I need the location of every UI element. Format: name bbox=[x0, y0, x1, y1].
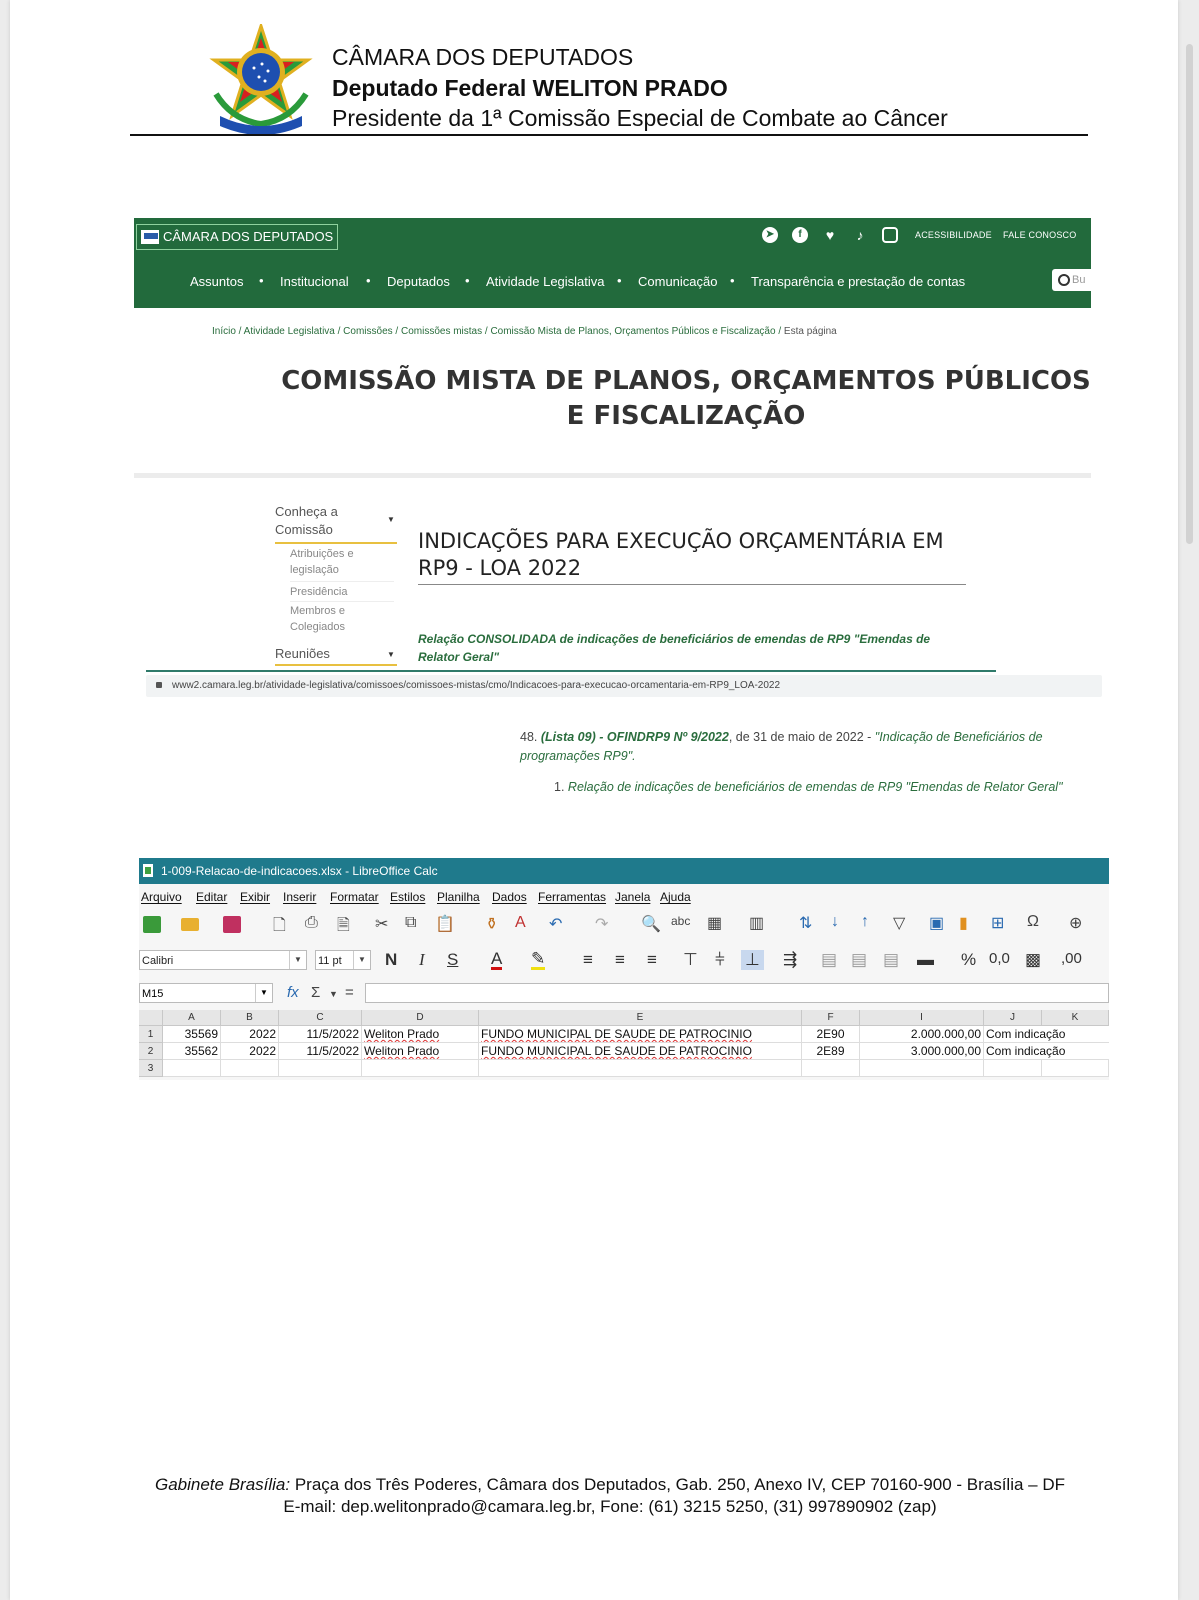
column-header[interactable]: I bbox=[860, 1010, 984, 1026]
merge-cells-icon[interactable]: ▤ bbox=[821, 950, 838, 969]
table-cell[interactable] bbox=[362, 1043, 479, 1060]
column-header[interactable]: J bbox=[984, 1010, 1042, 1026]
search-placeholder: Bu bbox=[1072, 274, 1086, 286]
chevron-down-icon[interactable]: ▼ bbox=[353, 951, 370, 969]
table-cell[interactable]: 2022 bbox=[221, 1043, 279, 1060]
table-cell[interactable] bbox=[362, 1026, 479, 1043]
table-cell[interactable]: 35562 bbox=[163, 1043, 221, 1060]
subitem-link[interactable]: Relação de indicações de beneficiários de emendas de RP9 "Emendas de Relator Geral" bbox=[567, 780, 1063, 794]
spreadsheet-icon bbox=[143, 864, 153, 877]
row-icon[interactable]: ▦ bbox=[707, 915, 723, 932]
save-icon[interactable] bbox=[223, 916, 241, 933]
table-cell[interactable] bbox=[860, 1060, 984, 1077]
letterhead-role: Presidente da 1ª Comissão Especial de Combate ao Câncer bbox=[332, 105, 948, 131]
instagram-icon[interactable] bbox=[882, 227, 898, 243]
paste-icon[interactable]: 📋 bbox=[435, 916, 455, 933]
table-cell[interactable] bbox=[479, 1026, 802, 1043]
currency-format-icon[interactable]: ▬ bbox=[917, 950, 934, 969]
column-header[interactable]: B bbox=[221, 1010, 279, 1026]
table-cell[interactable]: 2E89 bbox=[802, 1043, 860, 1060]
row-header[interactable]: 2 bbox=[139, 1043, 163, 1060]
sidebar-section-reunioes[interactable]: Reuniões bbox=[275, 646, 330, 661]
highlight-button[interactable]: ✎ bbox=[531, 949, 546, 968]
cell-text: FUNDO MUNICIPAL DE SAUDE DE PATROCINIO bbox=[481, 1027, 752, 1041]
nav-institucional[interactable]: Institucional bbox=[280, 274, 349, 289]
special-character-icon[interactable]: Ω bbox=[1027, 913, 1039, 930]
menu-formatar[interactable]: Formatar bbox=[330, 890, 379, 904]
wrap-text-icon[interactable]: ⇶ bbox=[783, 950, 798, 969]
document-page bbox=[10, 0, 1178, 1600]
sort-descending-icon[interactable]: ↑ bbox=[861, 913, 869, 930]
breadcrumb-path[interactable]: Início / Atividade Legislativa / Comissões / Comissões mistas / Comissão Mista de Planos, Orçamentos Públicos e Fiscalização / bbox=[212, 326, 784, 337]
percent-format-icon[interactable]: % bbox=[961, 950, 977, 969]
table-cell[interactable]: Com indicação bbox=[984, 1043, 1109, 1060]
relacao-link[interactable]: Relação CONSOLIDADA de indicações de beneficiários de emendas de RP9 "Emendas de Relator Geral" bbox=[418, 632, 931, 664]
align-right-icon[interactable]: ≡ bbox=[647, 950, 657, 969]
bold-button[interactable]: N bbox=[385, 950, 398, 969]
redo-icon[interactable]: ↷ bbox=[595, 916, 609, 933]
letterhead-footer bbox=[110, 1474, 1110, 1518]
cell-text: FUNDO MUNICIPAL DE SAUDE DE PATROCINIO bbox=[481, 1044, 752, 1058]
table-cell[interactable]: 11/5/2022 bbox=[279, 1026, 362, 1043]
url-text: www2.camara.leg.br/atividade-legislativa/comissoes/comissoes-mistas/cmo/Indicacoes-para-execucao-orcamentaria-em-RP9_LOA-2022 bbox=[172, 680, 781, 691]
find-replace-icon[interactable]: 🔍 bbox=[641, 916, 661, 933]
heading-rule bbox=[418, 584, 966, 585]
align-bottom-icon[interactable]: ⊥ bbox=[741, 950, 764, 970]
chevron-down-icon[interactable]: ▼ bbox=[289, 951, 306, 969]
row-header[interactable]: 1 bbox=[139, 1026, 163, 1043]
telegram-icon[interactable]: ➤ bbox=[762, 227, 778, 243]
sidebar-underline bbox=[275, 664, 397, 666]
site-topbar bbox=[134, 218, 1091, 254]
column-header[interactable]: E bbox=[479, 1010, 802, 1026]
cell-text: Weliton Prado bbox=[364, 1044, 440, 1058]
sum-icon[interactable]: Σ bbox=[311, 984, 321, 1001]
sidebar-section-conheca[interactable]: Conheça a Comissão bbox=[275, 504, 338, 537]
table-cell[interactable] bbox=[479, 1060, 802, 1077]
sidebar-separator bbox=[290, 581, 394, 582]
table-cell[interactable]: 2022 bbox=[221, 1026, 279, 1043]
footer-contact: E-mail: dep.welitonprado@camara.leg.br, Fone: (61) 3215 5250, (31) 997890902 (zap) bbox=[283, 1497, 937, 1516]
menu-exibir[interactable]: Exibir bbox=[240, 890, 271, 904]
date-format-icon[interactable]: ▩ bbox=[1025, 950, 1042, 969]
menu-ferramentas[interactable]: Ferramentas bbox=[538, 890, 607, 904]
font-name-value: Calibri bbox=[142, 955, 174, 967]
table-cell[interactable] bbox=[802, 1060, 860, 1077]
add-decimal-icon[interactable]: ,00 bbox=[1061, 950, 1082, 967]
table-cell[interactable] bbox=[984, 1060, 1042, 1077]
sidebar-underline bbox=[275, 542, 397, 544]
insert-chart-icon[interactable]: ▮ bbox=[959, 915, 968, 932]
list-subitem-1 bbox=[554, 780, 1063, 794]
item-number: 48. bbox=[520, 730, 538, 744]
align-middle-icon[interactable]: ⫩ bbox=[715, 950, 725, 969]
table-cell[interactable] bbox=[163, 1060, 221, 1077]
function-wizard-icon[interactable]: fx bbox=[287, 984, 299, 1001]
menu-editar[interactable]: Editar bbox=[196, 890, 228, 904]
menu-janela[interactable]: Janela bbox=[615, 890, 651, 904]
calc-window bbox=[139, 858, 1109, 1080]
section-divider bbox=[134, 473, 1091, 478]
table-cell[interactable]: 11/5/2022 bbox=[279, 1043, 362, 1060]
table-cell[interactable]: Com indicação bbox=[984, 1026, 1109, 1043]
table-cell[interactable] bbox=[279, 1060, 362, 1077]
item-description: "Indicação de Beneficiários de programações RP9". bbox=[520, 730, 1043, 763]
letterhead-rule bbox=[130, 134, 1088, 136]
pivot-table-icon[interactable]: ⊞ bbox=[991, 915, 1005, 932]
font-color-button[interactable]: A bbox=[491, 949, 503, 968]
formula-icon[interactable]: = bbox=[345, 984, 354, 1001]
footer-address: Praça dos Três Poderes, Câmara dos Deputados, Gab. 250, Anexo IV, CEP 70160-900 - Brasília – DF bbox=[290, 1475, 1066, 1494]
table-cell[interactable]: 2.000.000,00 bbox=[860, 1026, 984, 1043]
scrollbar[interactable] bbox=[1186, 44, 1193, 544]
table-cell[interactable] bbox=[1042, 1060, 1109, 1077]
menu-planilha[interactable]: Planilha bbox=[437, 890, 480, 904]
table-cell[interactable]: 35569 bbox=[163, 1026, 221, 1043]
table-cell[interactable] bbox=[362, 1060, 479, 1077]
select-all-corner[interactable] bbox=[139, 1010, 163, 1026]
site-logo[interactable] bbox=[136, 224, 338, 250]
column-header[interactable]: F bbox=[802, 1010, 860, 1026]
contact-link[interactable]: FALE CONOSCO bbox=[1003, 230, 1077, 240]
insert-image-icon[interactable]: ▣ bbox=[929, 915, 945, 932]
site-header: CÂMARA DOS DEPUTADOS ➤ f ♥ ♪ ACESSIBILIDADE FALE CONOSCO Assuntos • Institucional • Deputados • Atividade Legislativa • Comunicação • Transparência e prestação de contas Bu bbox=[134, 218, 1091, 308]
nav-assuntos[interactable]: Assuntos bbox=[190, 274, 244, 289]
sidebar-item-membros[interactable]: Membros e Colegiados bbox=[290, 605, 346, 633]
underline-button[interactable]: S bbox=[447, 950, 459, 969]
number-format-icon[interactable]: 0,0 bbox=[989, 950, 1010, 967]
cell-reference: M15 bbox=[142, 988, 164, 1000]
autofilter-icon[interactable]: ▽ bbox=[893, 915, 906, 932]
site-logo-text: CÂMARA DOS DEPUTADOS bbox=[163, 229, 334, 244]
spellcheck-icon[interactable]: abc bbox=[671, 914, 691, 928]
font-size-select[interactable] bbox=[315, 950, 371, 970]
committee-title: COMISSÃO MISTA DE PLANOS, ORÇAMENTOS PÚBLICOS E FISCALIZAÇÃO bbox=[281, 366, 1091, 431]
align-left-icon[interactable]: ≡ bbox=[583, 950, 593, 969]
chevron-down-icon[interactable]: ▼ bbox=[329, 989, 338, 999]
menu-estilos[interactable]: Estilos bbox=[390, 890, 426, 904]
url-bar[interactable] bbox=[146, 675, 1102, 697]
twitter-icon[interactable]: ♥ bbox=[825, 227, 835, 243]
sidebar-separator bbox=[290, 601, 394, 602]
clear-format-icon[interactable]: A bbox=[515, 914, 526, 931]
lock-icon bbox=[156, 682, 162, 688]
align-center-icon[interactable]: ≡ bbox=[615, 950, 625, 969]
table-cell[interactable] bbox=[221, 1060, 279, 1077]
clone-format-icon[interactable]: ⚱ bbox=[485, 916, 499, 933]
breadcrumb[interactable] bbox=[212, 326, 837, 337]
item-date: , de 31 de maio de 2022 - bbox=[728, 730, 875, 744]
sidebar-item-presidencia[interactable]: Presidência bbox=[290, 586, 348, 598]
copy-icon[interactable]: ⧉ bbox=[405, 914, 417, 931]
menu-dados[interactable]: Dados bbox=[492, 890, 527, 904]
print-preview-icon[interactable]: 🗎 bbox=[337, 917, 350, 934]
merge-center-icon[interactable]: ▤ bbox=[851, 950, 868, 969]
cell-text: Weliton Prado bbox=[364, 1027, 440, 1041]
column-header[interactable]: D bbox=[362, 1010, 479, 1026]
footer-address-line bbox=[110, 1474, 1110, 1496]
nav-comunicacao[interactable]: Comunicação bbox=[638, 274, 718, 289]
calc-titlebar bbox=[139, 858, 1109, 884]
menu-inserir[interactable]: Inserir bbox=[283, 890, 317, 904]
letterhead-institution: CÂMARA DOS DEPUTADOS bbox=[332, 44, 634, 70]
font-name-select[interactable] bbox=[139, 950, 307, 970]
sort-ascending-icon[interactable]: ↓ bbox=[831, 913, 839, 930]
undo-icon[interactable]: ↶ bbox=[549, 916, 563, 933]
column-header[interactable]: C bbox=[279, 1010, 362, 1026]
search-icon bbox=[1058, 274, 1070, 286]
nav-transparencia[interactable]: Transparência e prestação de contas bbox=[751, 274, 966, 289]
facebook-icon[interactable]: f bbox=[792, 227, 808, 243]
breadcrumb-current: Esta página bbox=[783, 326, 837, 337]
chevron-down-icon[interactable]: ▼ bbox=[255, 984, 272, 1002]
hyperlink-icon[interactable]: ⊕ bbox=[1069, 915, 1083, 932]
cut-icon[interactable]: ✂ bbox=[375, 916, 389, 933]
menu-ajuda[interactable]: Ajuda bbox=[660, 890, 691, 904]
nav-deputados[interactable]: Deputados bbox=[387, 274, 450, 289]
unmerge-icon[interactable]: ▤ bbox=[883, 950, 900, 969]
menu-arquivo[interactable]: Arquivo bbox=[141, 890, 182, 904]
search-input[interactable] bbox=[1052, 269, 1092, 291]
table-cell[interactable]: 2E90 bbox=[802, 1026, 860, 1043]
new-spreadsheet-icon[interactable] bbox=[143, 916, 161, 933]
align-top-icon[interactable]: ⊤ bbox=[683, 950, 698, 969]
camara-logo-icon bbox=[141, 230, 159, 244]
calc-title-text: 1-009-Relacao-de-indicacoes.xlsx - LibreOffice Calc bbox=[161, 864, 438, 878]
print-icon[interactable]: ⎙ bbox=[305, 914, 318, 931]
chevron-down-icon[interactable]: ▼ bbox=[387, 650, 395, 659]
accessibility-link[interactable]: ACESSIBILIDADE bbox=[915, 230, 992, 240]
list-item-48 bbox=[520, 728, 1065, 766]
export-pdf-icon[interactable]: 🗋 bbox=[273, 917, 286, 934]
column-header[interactable]: K bbox=[1042, 1010, 1109, 1026]
chevron-down-icon[interactable]: ▼ bbox=[387, 515, 395, 524]
letterhead-deputy: Deputado Federal WELITON PRADO bbox=[332, 75, 728, 101]
formula-input[interactable] bbox=[365, 983, 1109, 1003]
subitem-number: 1. bbox=[554, 780, 565, 794]
item-reference-link[interactable]: (Lista 09) - OFINDRP9 Nº 9/2022 bbox=[540, 730, 729, 744]
footer-label: Gabinete Brasília: bbox=[154, 1475, 291, 1494]
font-size-value: 11 pt bbox=[318, 955, 342, 967]
row-header[interactable]: 3 bbox=[139, 1060, 163, 1077]
name-box[interactable] bbox=[139, 983, 273, 1003]
brazil-coat-of-arms-icon bbox=[202, 24, 320, 138]
table-cell[interactable]: 3.000.000,00 bbox=[860, 1043, 984, 1060]
column-icon[interactable]: ▥ bbox=[749, 915, 765, 932]
nav-atividade-legislativa[interactable]: Atividade Legislativa bbox=[486, 274, 605, 289]
tiktok-icon[interactable]: ♪ bbox=[856, 227, 864, 243]
column-header[interactable]: A bbox=[163, 1010, 221, 1026]
table-cell[interactable] bbox=[479, 1043, 802, 1060]
sort-icon[interactable]: ⇅ bbox=[799, 915, 813, 932]
page-heading: INDICAÇÕES PARA EXECUÇÃO ORÇAMENTÁRIA EM RP9 - LOA 2022 bbox=[418, 529, 944, 580]
green-rule bbox=[146, 670, 996, 672]
sidebar-item-atribuicoes[interactable]: Atribuições e legislação bbox=[290, 548, 354, 576]
italic-button[interactable]: I bbox=[419, 950, 425, 969]
open-folder-icon[interactable] bbox=[181, 918, 199, 931]
